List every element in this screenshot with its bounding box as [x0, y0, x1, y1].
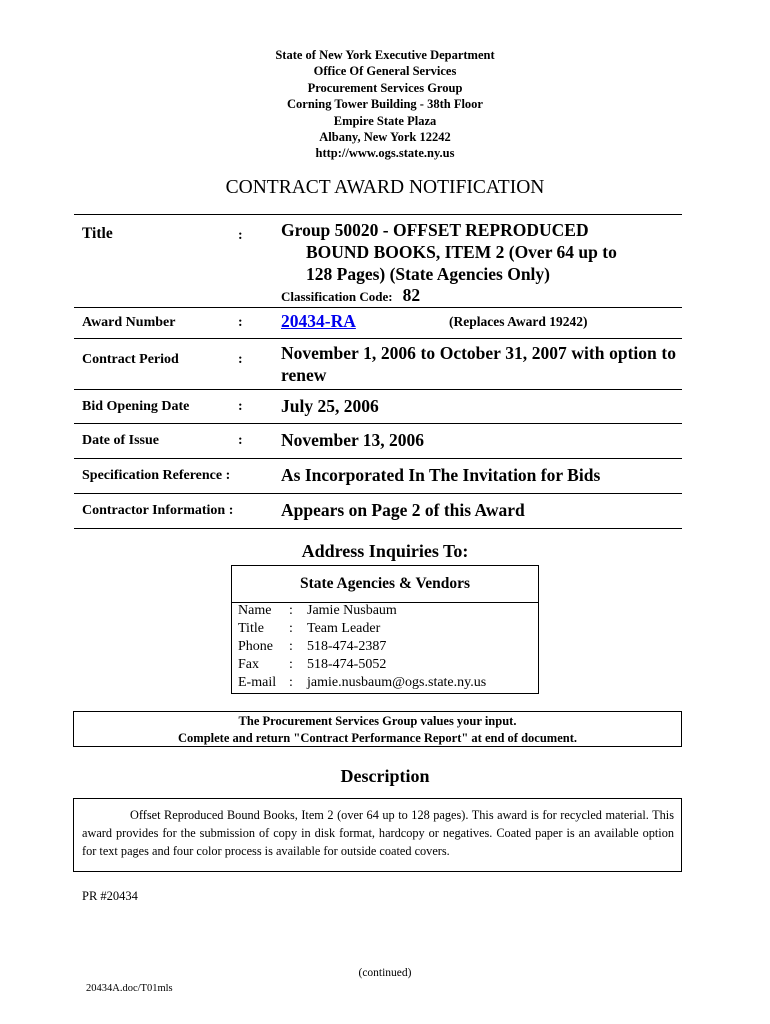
contact-email-label: E-mail: [238, 675, 277, 690]
description-text: Offset Reproduced Bound Books, Item 2 (over 64 up to 128 pages). This award is for recycled material. This award provides for the submission of copy in disk format, hardcopy or negatives. Coated paper is an available option for text pages and four color process is available for outside coated covers.: [82, 808, 674, 858]
feedback-notice: [73, 711, 682, 747]
contractor-info-value: Appears on Page 2 of this Award: [281, 500, 525, 520]
contact-title-colon: :: [289, 621, 293, 636]
description-box: [73, 798, 682, 872]
contact-name-label: Name: [238, 603, 272, 618]
contact-fax-value: 518-474-5052: [307, 657, 387, 672]
feedback-line-1: The Procurement Services Group values your input.: [238, 714, 517, 728]
title-label: Title: [82, 225, 113, 242]
letterhead-line-city: Albany, New York 12242: [319, 130, 451, 145]
letterhead: [0, 47, 770, 162]
spec-reference-row: [74, 458, 682, 493]
contact-email-value[interactable]: jamie.nusbaum@ogs.state.ny.us: [307, 675, 487, 690]
contact-phone-colon: :: [289, 639, 293, 654]
award-number-link[interactable]: 20434-RA: [281, 311, 356, 331]
contact-email-colon: :: [289, 675, 293, 690]
title-row: [74, 214, 682, 307]
title-colon: :: [238, 228, 243, 243]
footer-document-id: 20434A.doc/T01mls: [86, 983, 173, 994]
title-value: [281, 219, 676, 285]
contact-name-colon: :: [289, 603, 293, 618]
classification-label: Classification Code:: [281, 289, 393, 304]
description-heading: Description: [340, 766, 430, 786]
letterhead-line-office: Office Of General Services: [313, 64, 457, 79]
inquiries-heading: Address Inquiries To:: [301, 541, 469, 561]
date-of-issue-label: Date of Issue: [82, 433, 159, 448]
classification-code: [281, 285, 420, 306]
bid-opening-row: [74, 389, 682, 423]
title-line-1: Group 50020 - OFFSET REPRODUCED: [281, 220, 589, 240]
contract-period-row: [74, 338, 682, 389]
letterhead-line-group: Procurement Services Group: [307, 80, 463, 95]
pr-number: PR #20434: [82, 889, 138, 903]
letterhead-line-plaza: Empire State Plaza: [333, 113, 437, 128]
contact-title-value: Team Leader: [307, 621, 381, 636]
title-line-3: 128 Pages) (State Agencies Only): [306, 264, 550, 284]
letterhead-line-building: Corning Tower Building - 38th Floor: [287, 97, 483, 112]
contract-period-colon: :: [238, 352, 243, 367]
award-info-table: [74, 214, 682, 529]
title-line-2: BOUND BOOKS, ITEM 2 (Over 64 up to: [306, 242, 617, 262]
classification-value: 82: [402, 285, 421, 305]
bid-opening-value: July 25, 2006: [281, 396, 379, 416]
contract-period-label: Contract Period: [82, 352, 179, 367]
contact-fax-colon: :: [289, 657, 293, 672]
date-of-issue-row: [74, 423, 682, 458]
continued-note: (continued): [358, 967, 412, 979]
bid-opening-colon: :: [238, 399, 243, 414]
document-title: CONTRACT AWARD NOTIFICATION: [225, 177, 545, 198]
contact-fax-label: Fax: [238, 657, 259, 672]
award-number-row: [74, 307, 682, 338]
contract-period-value: November 1, 2006 to October 31, 2007 with option to renew: [281, 343, 676, 385]
contact-title-label: Title: [238, 621, 264, 636]
contact-phone-value: 518-474-2387: [307, 639, 387, 654]
spec-reference-label: Specification Reference :: [82, 468, 231, 483]
award-number-label: Award Number: [82, 315, 176, 330]
contact-phone-label: Phone: [238, 639, 273, 654]
contact-box: [231, 565, 539, 694]
date-of-issue-value: November 13, 2006: [281, 430, 425, 450]
letterhead-line-state: State of New York Executive Department: [275, 48, 495, 62]
contractor-info-label: Contractor Information :: [82, 503, 234, 518]
bid-opening-label: Bid Opening Date: [82, 399, 190, 414]
contractor-info-row: [74, 493, 682, 529]
date-of-issue-colon: :: [238, 433, 243, 448]
feedback-line-2: Complete and return "Contract Performance Report" at end of document.: [178, 731, 577, 745]
contact-name-value: Jamie Nusbaum: [307, 603, 397, 618]
letterhead-line-url[interactable]: http://www.ogs.state.ny.us: [315, 146, 455, 161]
award-number-note: (Replaces Award 19242): [449, 314, 588, 329]
award-number-colon: :: [238, 315, 243, 330]
contact-box-title: State Agencies & Vendors: [232, 566, 538, 603]
spec-reference-value: As Incorporated In The Invitation for Bids: [281, 465, 601, 485]
